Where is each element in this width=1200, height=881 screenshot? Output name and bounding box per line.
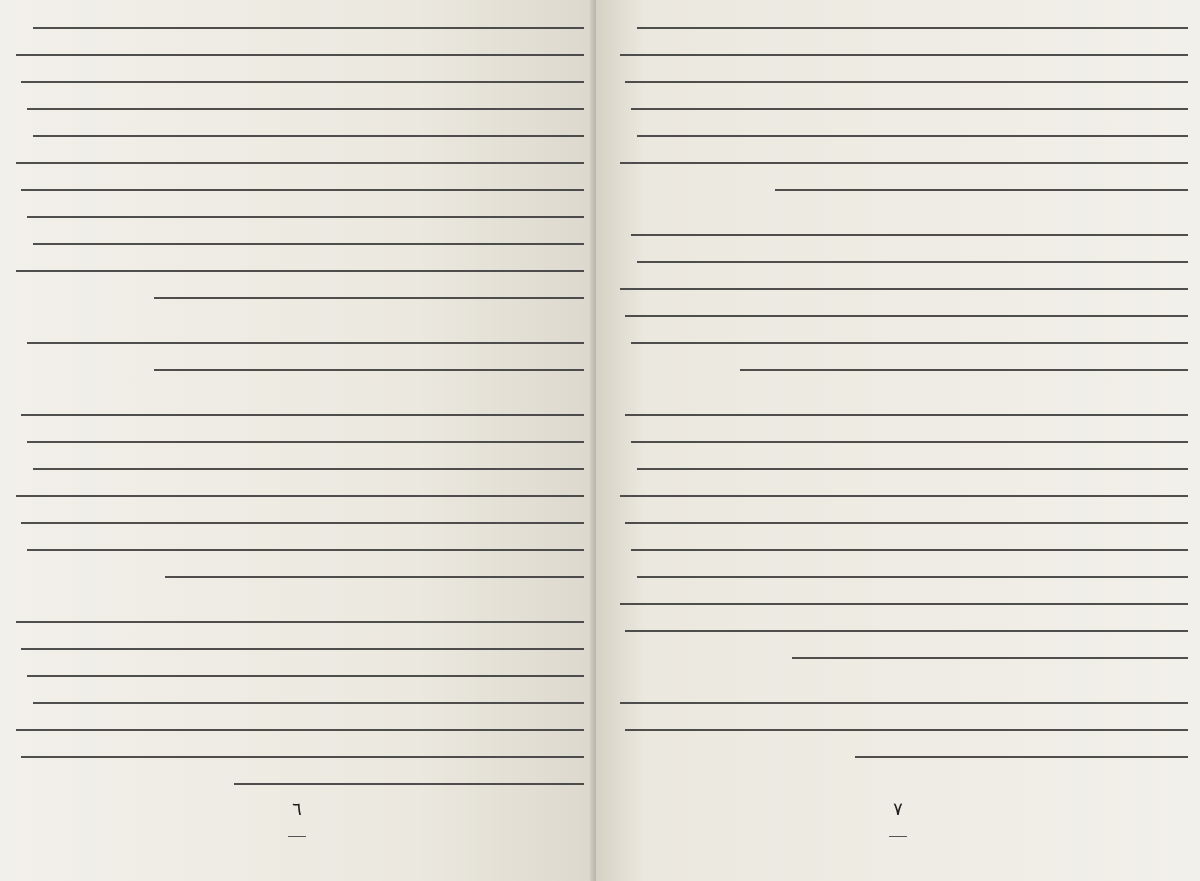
text-line-glyphs [855,756,1188,758]
text-line-glyphs [637,468,1188,470]
text-line [10,770,584,797]
text-line-glyphs [792,657,1188,659]
text-line [10,149,584,176]
right-page [596,0,1200,881]
text-line [614,41,1188,68]
paragraph [10,329,584,383]
right-page-text [614,14,1188,791]
text-line-glyphs [27,108,584,110]
text-line [10,257,584,284]
text-line-glyphs [637,135,1188,137]
text-line [10,608,584,635]
paragraph [10,401,584,590]
text-line-glyphs [620,288,1188,290]
text-line-glyphs [33,27,584,29]
text-line-glyphs [631,441,1188,443]
text-line [10,329,584,356]
text-line [10,428,584,455]
text-line-glyphs [16,621,584,623]
text-line-glyphs [625,414,1188,416]
text-line-glyphs [21,81,584,83]
text-line [614,275,1188,302]
text-line [614,95,1188,122]
paragraph [614,14,1188,203]
text-line [614,356,1188,383]
text-line-glyphs [16,162,584,164]
text-line-glyphs [620,54,1188,56]
text-line [614,536,1188,563]
text-line [10,635,584,662]
text-line-glyphs [154,369,585,371]
text-line [614,590,1188,617]
right-page-number-rule [889,836,907,837]
text-line-glyphs [33,468,584,470]
text-line [614,482,1188,509]
text-line-glyphs [620,702,1188,704]
right-page-number-text: ٧ [893,799,903,820]
text-line-glyphs [27,441,584,443]
text-line [10,482,584,509]
text-line [614,689,1188,716]
text-line-glyphs [16,495,584,497]
left-page-number-rule [288,836,306,837]
paragraph [10,14,584,311]
text-line [10,68,584,95]
text-line [614,221,1188,248]
text-line [10,122,584,149]
text-line [614,743,1188,770]
text-line-glyphs [620,603,1188,605]
text-line [10,356,584,383]
text-line-glyphs [775,189,1188,191]
text-line [614,302,1188,329]
text-line [10,284,584,311]
text-line [614,455,1188,482]
text-line-glyphs [625,315,1188,317]
text-line-glyphs [33,243,584,245]
text-line-glyphs [740,369,1188,371]
text-line-glyphs [625,729,1188,731]
text-line [614,149,1188,176]
text-line-glyphs [154,297,585,299]
text-line [10,509,584,536]
text-line-glyphs [631,108,1188,110]
text-line [614,563,1188,590]
text-line-glyphs [33,135,584,137]
text-line [10,662,584,689]
text-line-glyphs [21,648,584,650]
text-line-glyphs [631,549,1188,551]
text-line-glyphs [33,702,584,704]
text-line [10,95,584,122]
text-line [10,401,584,428]
text-line-glyphs [625,522,1188,524]
text-line [614,644,1188,671]
left-page-number-text: ٦ [292,799,302,820]
text-line [10,743,584,770]
text-line-glyphs [637,27,1188,29]
text-line-glyphs [27,675,584,677]
text-line [10,14,584,41]
text-line [614,428,1188,455]
text-line-glyphs [620,162,1188,164]
text-line [614,14,1188,41]
text-line-glyphs [631,234,1188,236]
text-line [614,68,1188,95]
text-line [10,176,584,203]
paragraph [614,401,1188,671]
text-line-glyphs [27,549,584,551]
text-line [614,329,1188,356]
text-line [614,509,1188,536]
text-line [10,563,584,590]
text-line [10,536,584,563]
text-line [10,41,584,68]
text-line-glyphs [16,270,584,272]
right-page-number [596,799,1200,843]
left-page-number [0,799,595,843]
text-line [614,401,1188,428]
text-line [614,176,1188,203]
text-line [10,203,584,230]
text-line-glyphs [27,342,584,344]
paragraph [614,221,1188,383]
text-line [10,716,584,743]
left-page [0,0,596,881]
text-line [614,248,1188,275]
text-line-glyphs [21,189,584,191]
text-line-glyphs [21,414,584,416]
left-page-text [10,14,584,791]
text-line-glyphs [16,54,584,56]
text-line-glyphs [21,522,584,524]
text-line-glyphs [625,81,1188,83]
text-line [10,230,584,257]
text-line [614,122,1188,149]
text-line [614,617,1188,644]
paragraph [10,608,584,797]
text-line-glyphs [27,216,584,218]
text-line-glyphs [637,576,1188,578]
text-line-glyphs [234,783,584,785]
text-line-glyphs [637,261,1188,263]
text-line-glyphs [165,576,584,578]
text-line [10,689,584,716]
text-line-glyphs [620,495,1188,497]
text-line [614,716,1188,743]
text-line-glyphs [631,342,1188,344]
paragraph [614,689,1188,770]
text-line-glyphs [21,756,584,758]
text-line-glyphs [16,729,584,731]
text-line-glyphs [625,630,1188,632]
text-line [10,455,584,482]
